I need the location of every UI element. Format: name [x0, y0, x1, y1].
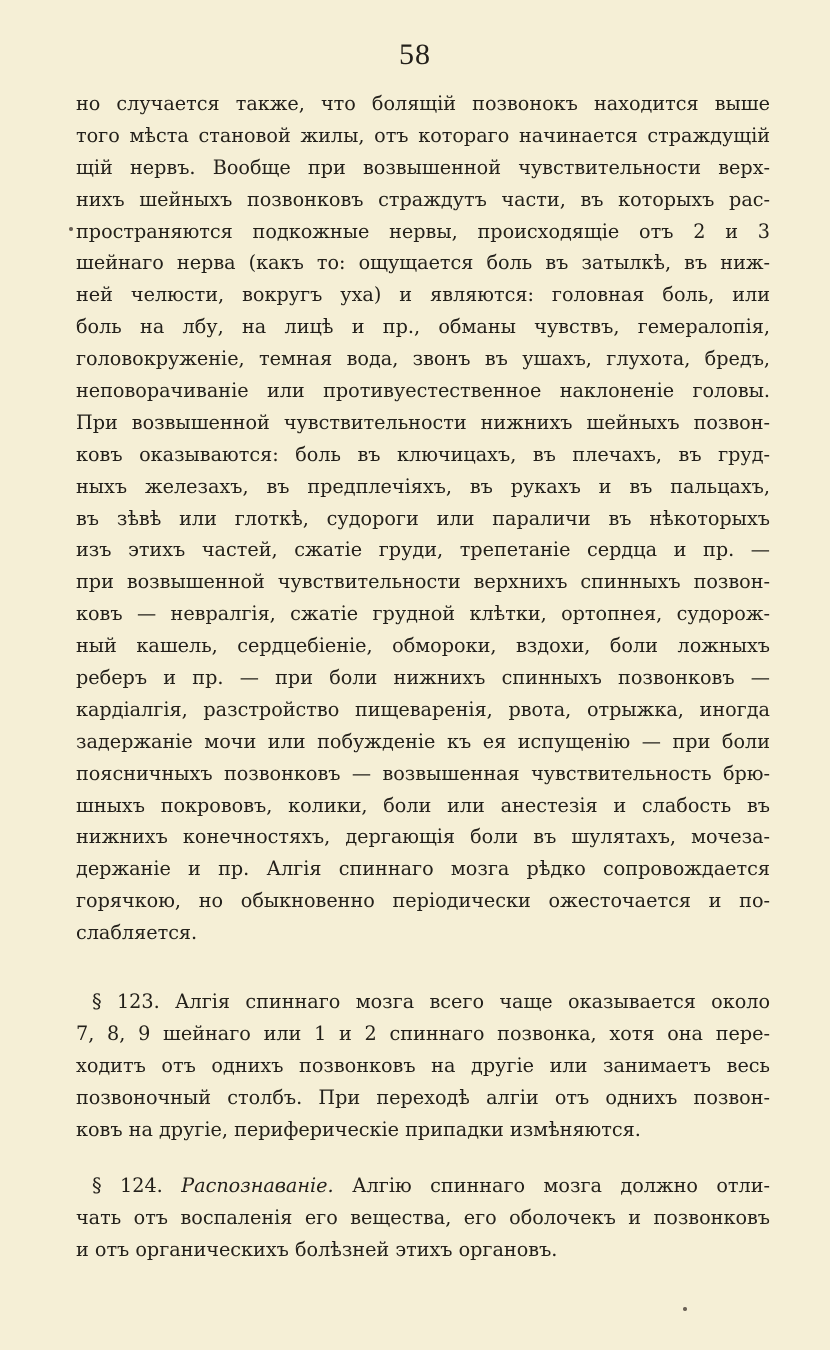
section-124 [76, 1170, 770, 1266]
text-line: ходитъ отъ однихъ позвонковъ на другіе или занимаетъ весь [76, 1053, 770, 1077]
text-line: чать отъ воспаленія его вещества, его оболочекъ и позвонковъ [76, 1205, 770, 1229]
text-line: При возвышенной чувствительности нижнихъ шейныхъ позвон- [76, 410, 770, 434]
ink-spot [69, 227, 73, 231]
text-line: § 123. Алгія спиннаго мозга всего чаще оказывается около [92, 990, 770, 1013]
text-line: кардіалгія, разстройство пищеваренія, рвота, отрыжка, иногда [76, 697, 770, 721]
section-number: § 124. [92, 1174, 163, 1197]
text-line: горячкою, но обыкновенно періодически ожесточается и по- [76, 889, 770, 913]
text-line: шныхъ покрововъ, колики, боли или анестезія и слабость въ [76, 793, 770, 817]
text-line: головокруженіе, темная вода, звонъ въ ушахъ, глухота, бредъ, [76, 347, 770, 371]
text-line: реберъ и пр. — при боли нижнихъ спинныхъ позвонковъ — [76, 666, 770, 690]
text-line: поясничныхъ позвонковъ — возвышенная чувствительность брю- [76, 761, 770, 785]
ink-spot [683, 1307, 687, 1311]
section-123 [76, 986, 770, 1145]
text-line: держаніе и пр. Алгія спиннаго мозга рѣдко сопровождается [76, 857, 770, 881]
text-line: изъ этихъ частей, сжатіе груди, трепетаніе сердца и пр. — [76, 538, 770, 562]
text-line: слабляется. [76, 921, 198, 945]
text-line: нихъ шейныхъ позвонковъ страждутъ части, въ которыхъ рас- [76, 187, 770, 211]
text-line: и отъ органическихъ болѣзней этихъ органовъ. [76, 1237, 558, 1261]
text-line: ковъ на другіе, периферическіе припадки измѣняются. [76, 1117, 641, 1141]
text-line: ковъ оказываются: боль въ ключицахъ, въ плечахъ, въ груд- [76, 442, 770, 466]
section-text: Алгію спиннаго мозга должно отли- [352, 1174, 770, 1197]
text-line: ный кашель, сердцебіеніе, обмороки, вздохи, боли ложныхъ [76, 634, 770, 658]
text-line: 7, 8, 9 шейнаго или 1 и 2 спиннаго позвонка, хотя она пере- [76, 1021, 770, 1045]
section-heading: Распознаваніе. [181, 1174, 334, 1197]
text-line: но случается также, что болящій позвонокъ находится выше [76, 92, 770, 115]
paragraph-continuation [76, 88, 770, 949]
text-line: задержаніе мочи или побужденіе къ ея испущенію — при боли [76, 729, 770, 753]
text-line: въ зѣвѣ или глоткѣ, судороги или параличи въ нѣкоторыхъ [76, 506, 770, 530]
page-number: 58 [399, 38, 431, 71]
text-line: при возвышенной чувствительности верхнихъ спинныхъ позвон- [76, 570, 770, 594]
text-line: нижнихъ конечностяхъ, дергающія боли въ шулятахъ, мочеза- [76, 825, 770, 849]
text-line [76, 1170, 770, 1202]
text-line: щій нервъ. Вообще при возвышенной чувствительности верх- [76, 155, 770, 179]
text-line: пространяются подкожные нервы, происходящіе отъ 2 и 3 [76, 219, 770, 243]
text-line: ковъ — невралгія, сжатіе грудной клѣтки, ортопнея, судорож- [76, 602, 770, 626]
text-line: позвоночный столбъ. При переходѣ алгіи отъ однихъ позвон- [76, 1085, 770, 1109]
text-line: ныхъ железахъ, въ предплечіяхъ, въ рукахъ и въ пальцахъ, [76, 474, 770, 498]
text-line: ней челюсти, вокругъ уха) и являются: головная боль, или [76, 283, 770, 307]
text-line: того мѣста становой жилы, отъ котораго начинается страждущій [76, 123, 770, 147]
text-line: неповорачиваніе или противуестественное наклоненіе головы. [76, 379, 770, 403]
text-line: шейнаго нерва (какъ то: ощущается боль въ затылкѣ, въ ниж- [76, 251, 770, 275]
text-line: боль на лбу, на лицѣ и пр., обманы чувствъ, гемералопія, [76, 315, 770, 339]
